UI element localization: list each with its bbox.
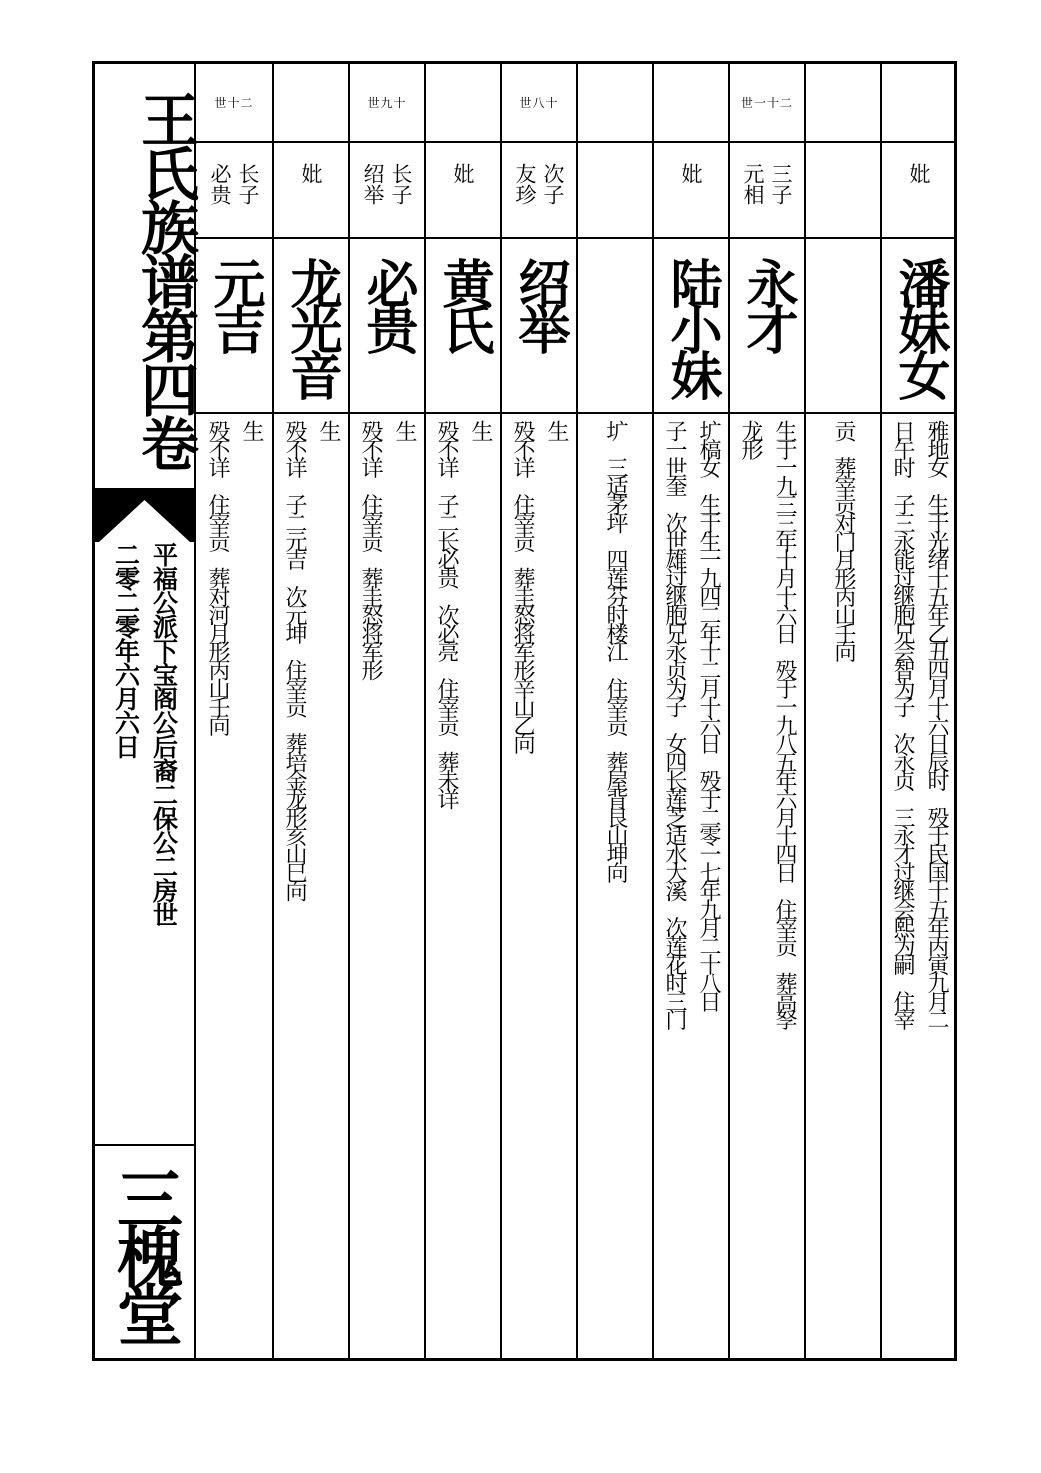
biography-line: 生	[316, 420, 341, 439]
relation-parent: 友珍	[513, 163, 537, 205]
fishtail-ornament	[95, 490, 194, 542]
relation-parent: 必贵	[208, 163, 232, 205]
biography-line: 龙形	[738, 420, 763, 457]
relation-label: 妣	[451, 163, 475, 184]
spine-panel	[95, 64, 199, 1358]
entry-column	[804, 64, 880, 1358]
biography-line: 殁不详 住宰贡 葬圭怒将军形	[358, 420, 383, 678]
relation-parent: 绍举	[361, 163, 385, 205]
biography-line: 生	[239, 420, 264, 439]
biography-line: 生	[392, 420, 417, 439]
relation-parent: 元相	[741, 163, 765, 205]
relation-label: 长子	[236, 163, 260, 205]
generation-label: 世十二	[214, 96, 254, 110]
biography-line: 雅地女 生于光绪十五年乙丑四月十六日辰时 殁于民国十五年丙寅九月二	[924, 420, 949, 1028]
generation-label: 世一十二	[740, 96, 793, 110]
person-name: 永才	[737, 257, 798, 349]
biography-line: 殁不详 住宰贡 葬圭怒将军形辛山乙向	[510, 420, 535, 752]
entries-grid	[196, 64, 954, 1358]
entry-column	[348, 64, 424, 1358]
person-name: 潘妹女	[889, 257, 950, 395]
biography-line: 日午时 子三永能过继胞兄会智为子 次永贞 三永才过继会熙为嗣 住宰	[890, 420, 915, 1028]
entry-column	[500, 64, 576, 1358]
entry-column	[272, 64, 348, 1358]
biography-line: 殁不详 子二长必贵 次必亮 住宰贡 葬未详	[434, 420, 459, 807]
relation-label: 次子	[541, 163, 565, 205]
relation-label: 三子	[769, 163, 793, 205]
biography-line: 生	[468, 420, 493, 439]
entry-column	[576, 64, 652, 1358]
biography-line: 子一世奎 次世雄过继胞兄永贞为子 女四长莲芝适水大溪 次莲花时三门	[662, 420, 687, 1028]
entry-column	[880, 64, 956, 1358]
entry-column	[652, 64, 728, 1358]
biography-line: 圹 三适茅坪 四莲芬时楼江 住宰贡 葬屋背艮山坤向	[603, 420, 628, 881]
entry-column	[196, 64, 272, 1358]
person-name: 龙光音	[281, 257, 342, 395]
person-name: 元吉	[204, 257, 265, 349]
generation-label: 世八十	[519, 96, 559, 110]
entry-column	[728, 64, 804, 1358]
biography-line: 生	[544, 420, 569, 439]
biography-line: 殁不详 住宰贡 葬对河月形丙山壬向	[205, 420, 230, 733]
relation-label: 妣	[299, 163, 323, 184]
entry-column	[424, 64, 500, 1358]
biography-line: 贡 葬宰贡对门月形丙山壬向	[831, 420, 856, 660]
person-name: 必贵	[357, 257, 418, 349]
volume-title: 王氏族谱第四卷	[131, 90, 199, 468]
relation-label: 妣	[679, 163, 703, 184]
biography-line: 殁不详 子二元吉 次元坤 住宰贡 葬培金龙形亥山巳向	[282, 420, 307, 899]
hall-name: 三槐堂	[105, 1165, 184, 1339]
person-name: 绍举	[509, 257, 570, 349]
spine-meta	[95, 542, 194, 1142]
biography-line: 生于一九三三年十月十六日 殁于一九八五年六月十四日 住宰贡 葬高孥	[772, 420, 797, 1028]
generation-label: 世九十	[367, 96, 407, 110]
genealogy-page	[92, 61, 957, 1361]
biography-line: 圹槁女 生于生一九四二年十二月十六日 殁于二零一七年九月二十八日	[696, 420, 721, 1009]
person-name: 陆小妹	[661, 257, 722, 395]
lineage-line: 平福公派下宝阁公后裔二保公二房世	[149, 542, 179, 926]
relation-label: 妣	[907, 163, 931, 184]
relation-label: 长子	[389, 163, 413, 205]
date-line: 二零二零年六月六日	[111, 542, 141, 758]
person-name: 黄氏	[433, 257, 494, 349]
